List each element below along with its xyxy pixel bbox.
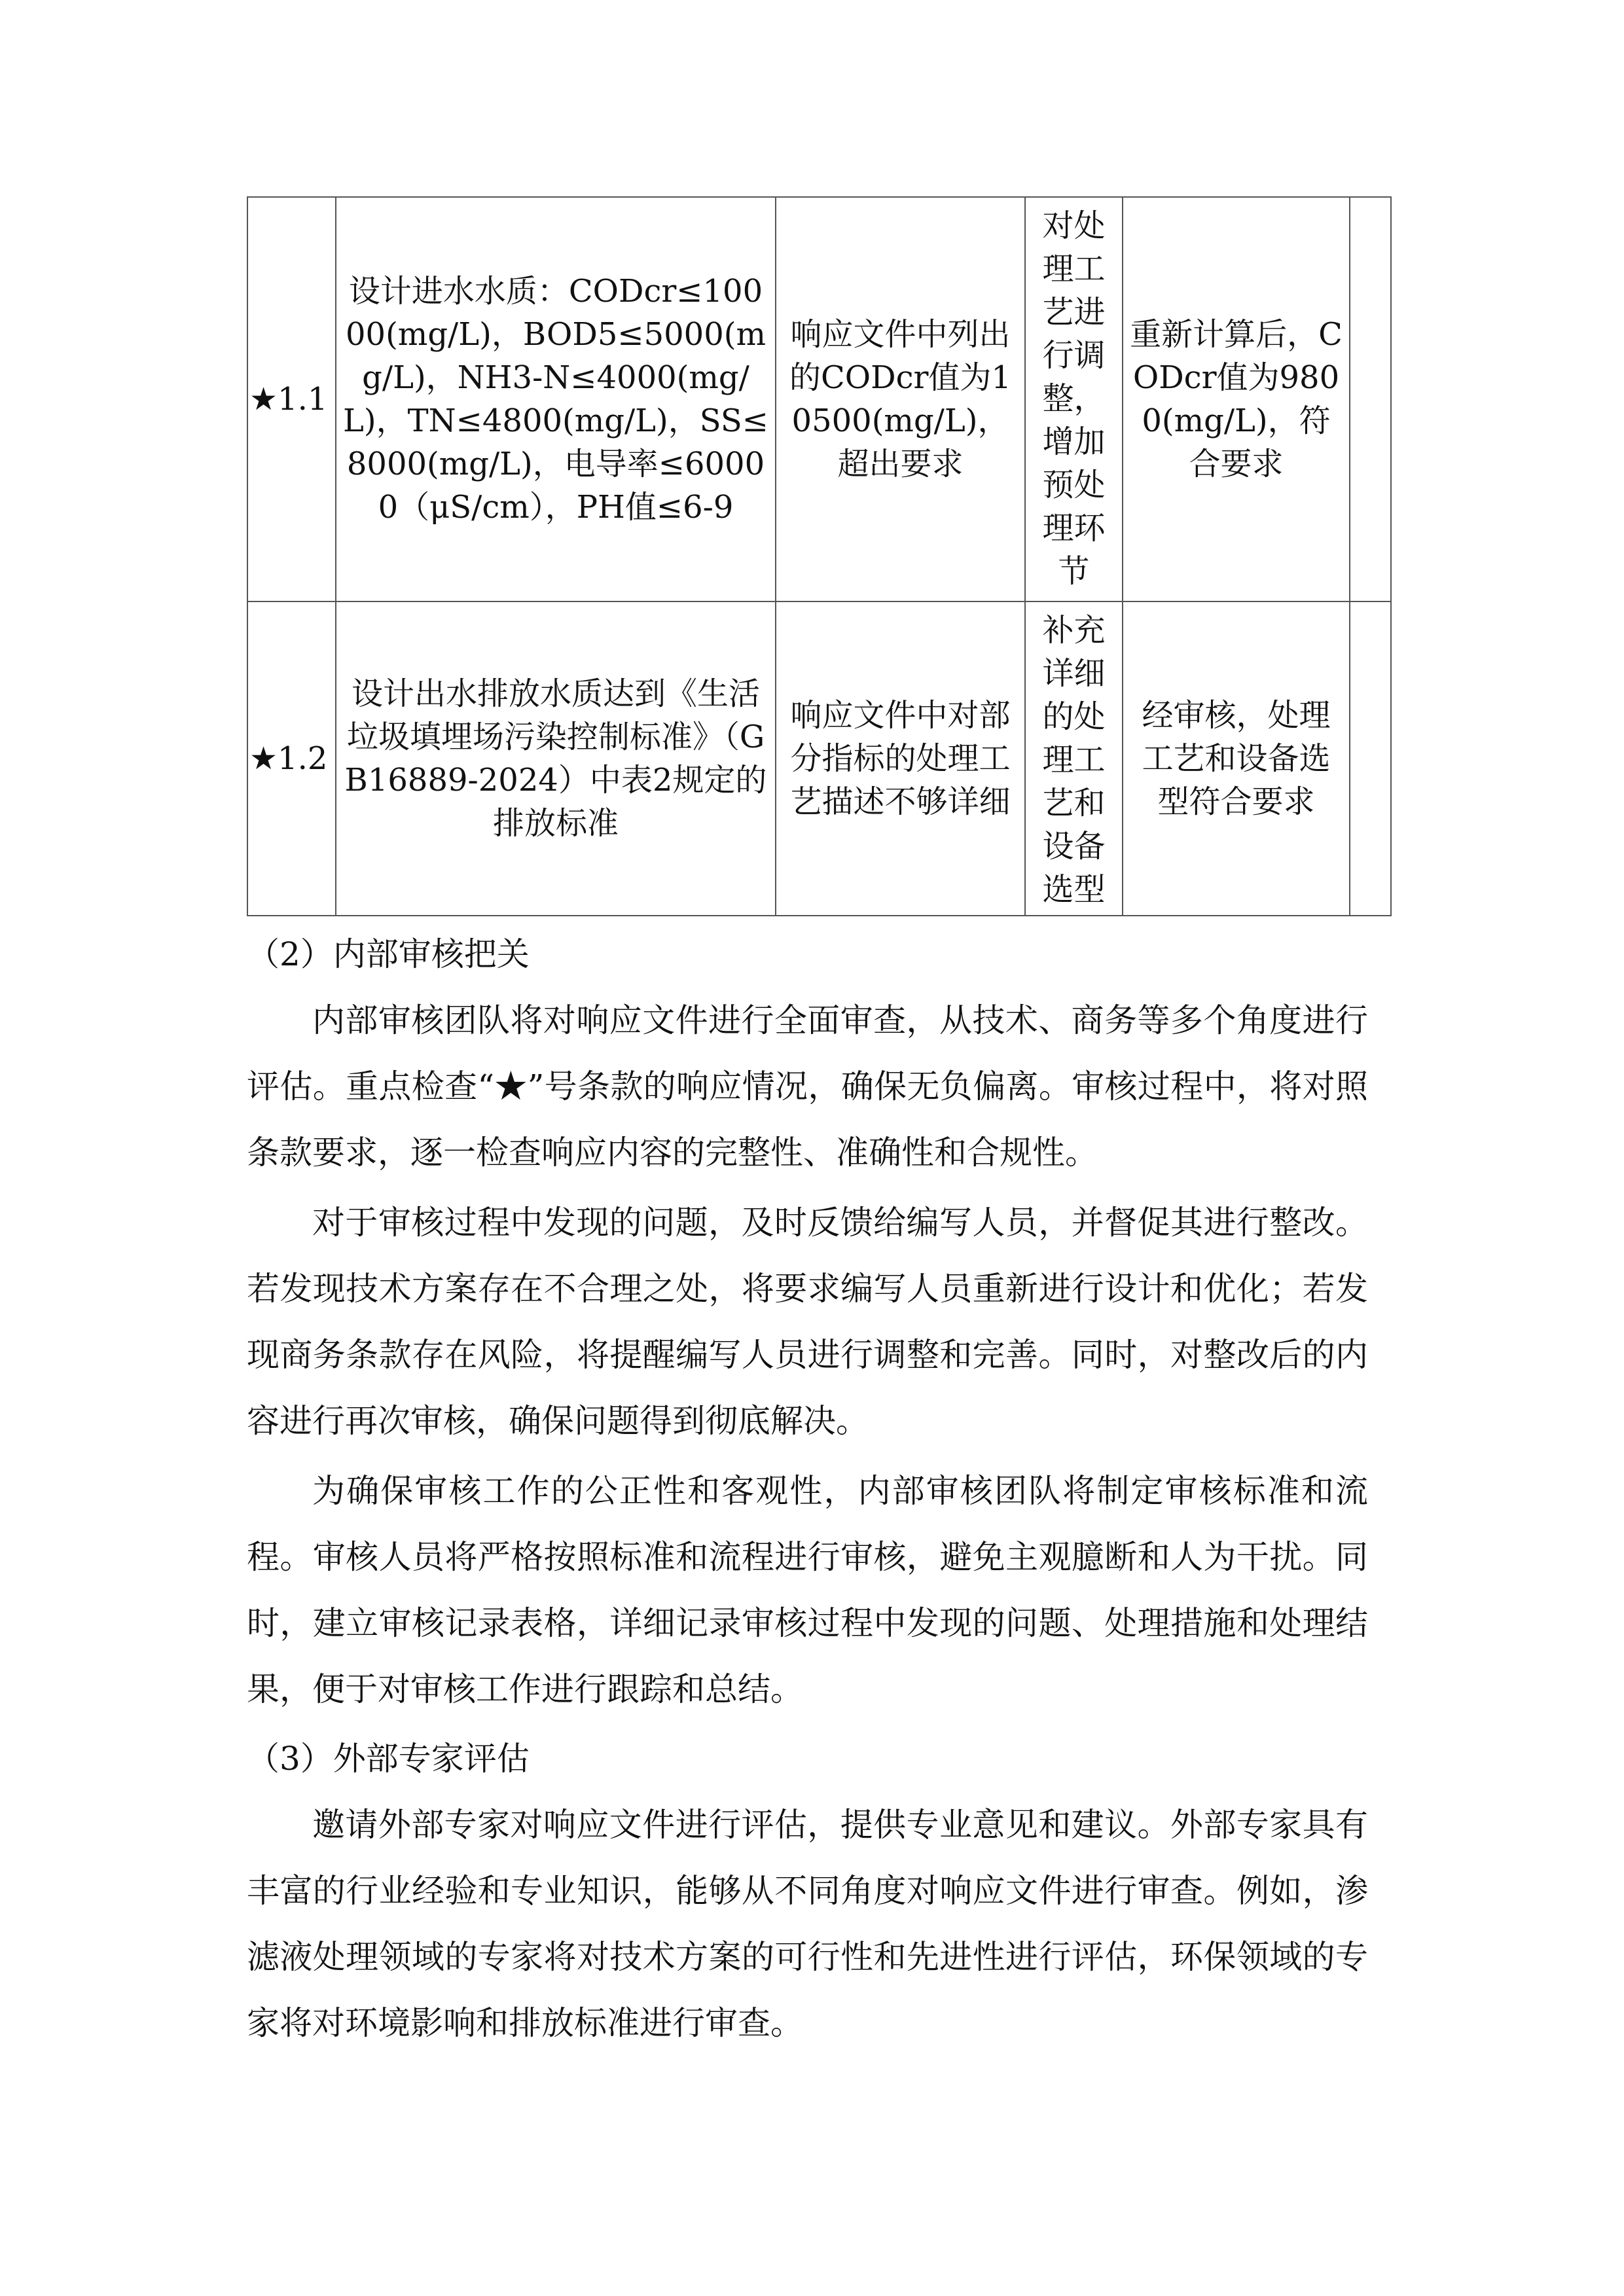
review-table — [247, 196, 1392, 916]
clause-id: ★1.1 — [247, 197, 336, 601]
action-cell: 对处理工艺进行调整，增加预处理环节 — [1025, 197, 1123, 601]
requirement-cell: 设计进水水质：CODcr≤10000(mg/L)，BOD5≤5000(mg/L)，NH3-N≤4000(mg/L)，TN≤4800(mg/L)，SS≤8000(mg/L)，电导率≤60000（μS/cm），PH值≤6-9 — [336, 197, 776, 601]
issue-cell: 响应文件中列出的CODcr值为10500(mg/L)，超出要求 — [776, 197, 1025, 601]
table-row — [247, 601, 1391, 916]
note-cell — [1350, 601, 1391, 916]
section-heading: （2）内部审核把关 — [247, 935, 530, 973]
clause-id: ★1.2 — [247, 601, 336, 916]
section-heading: （3）外部专家评估 — [247, 1740, 530, 1778]
paragraph: 对于审核过程中发现的问题，及时反馈给编写人员，并督促其进行整改。若发现技术方案存在不合理之处，将要求编写人员重新进行设计和优化；若发现商务条款存在风险，将提醒编写人员进行调整和完善。同时，对整改后的内容进行再次审核，确保问题得到彻底解决。 — [247, 1204, 1368, 1440]
result-cell: 经审核，处理工艺和设备选型符合要求 — [1123, 601, 1350, 916]
paragraph: 邀请外部专家对响应文件进行评估，提供专业意见和建议。外部专家具有丰富的行业经验和专业知识，能够从不同角度对响应文件进行审查。例如，渗滤液处理领域的专家将对技术方案的可行性和先进性进行评估，环保领域的专家将对环境影响和排放标准进行审查。 — [247, 1806, 1368, 2042]
paragraph: 内部审核团队将对响应文件进行全面审查，从技术、商务等多个角度进行评估。重点检查“★”号条款的响应情况，确保无负偏离。审核过程中，将对照条款要求，逐一检查响应内容的完整性、准确性和合规性。 — [247, 1001, 1368, 1172]
requirement-cell: 设计出水排放水质达到《生活垃圾填埋场污染控制标准》（GB16889-2024）中表2规定的排放标准 — [336, 601, 776, 916]
result-cell: 重新计算后，CODcr值为9800(mg/L)，符合要求 — [1123, 197, 1350, 601]
action-cell: 补充详细的处理工艺和设备选型 — [1025, 601, 1123, 916]
table-row — [247, 197, 1391, 601]
issue-cell: 响应文件中对部分指标的处理工艺描述不够详细 — [776, 601, 1025, 916]
paragraph: 为确保审核工作的公正性和客观性，内部审核团队将制定审核标准和流程。审核人员将严格按照标准和流程进行审核，避免主观臆断和人为干扰。同时，建立审核记录表格，详细记录审核过程中发现的问题、处理措施和处理结果，便于对审核工作进行跟踪和总结。 — [247, 1472, 1368, 1708]
note-cell — [1350, 197, 1391, 601]
